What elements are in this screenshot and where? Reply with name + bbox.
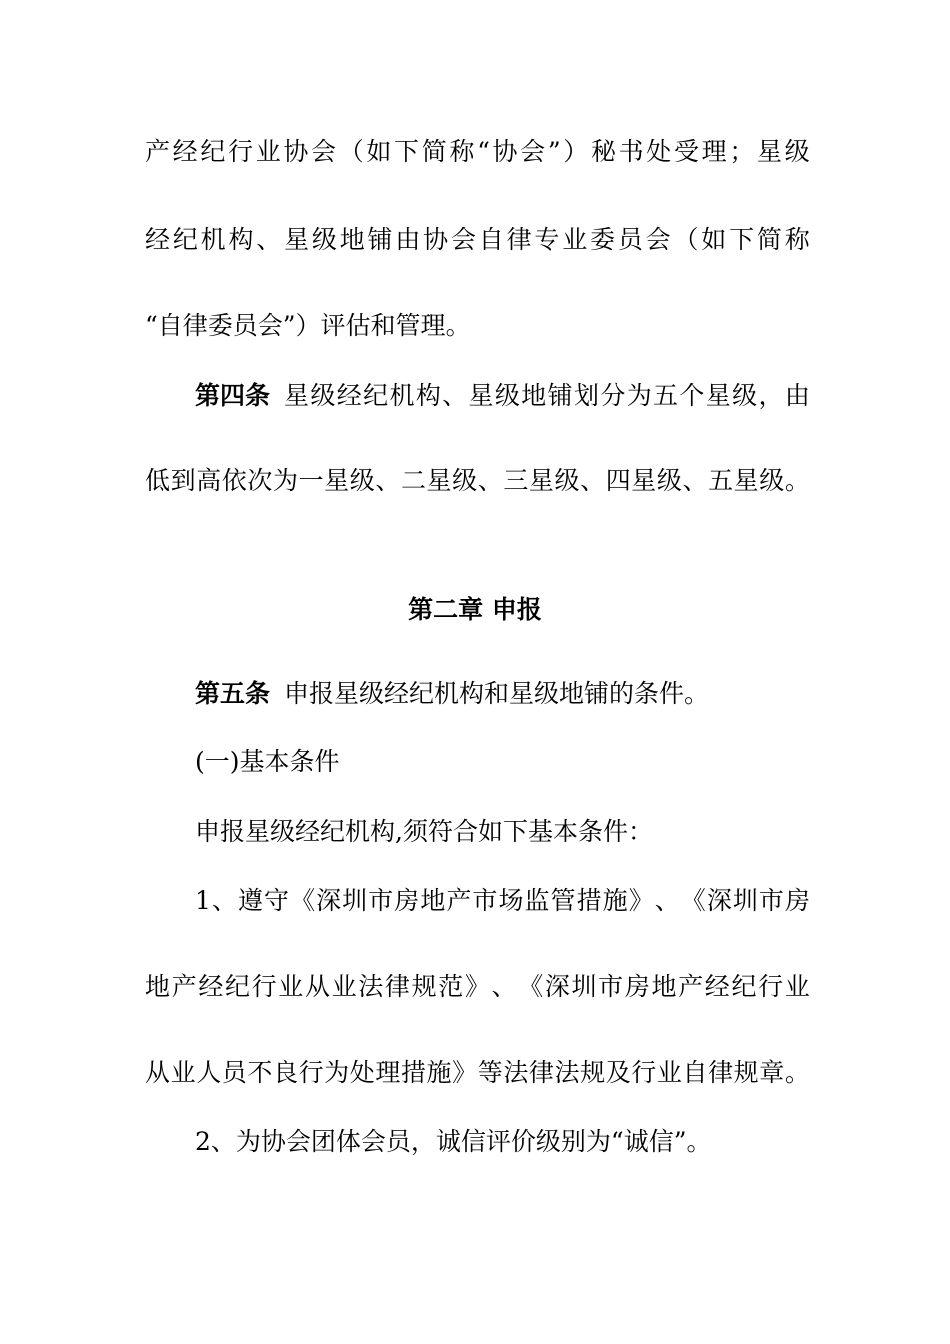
item-2-line: 2、为协会团体会员，诚信评价级别为“诚信”。 — [195, 1127, 712, 1156]
article-text: 星 级 经 纪 机 构 、 星 级 地 铺 划 分 为 五 个 星 级 ， 由 — [284, 381, 810, 410]
item-1-line-3: 从 业 人 员 不 良 行 为 处 理 措 施 》 等 法 律 法 规 及 行 业 自 律 规 章 。 — [145, 1058, 810, 1087]
basic-intro: 申报星级经纪机构,须符合如下基本条件： — [195, 817, 653, 846]
chapter-title: 第二章 申报 — [408, 595, 542, 624]
article-5-line — [195, 676, 810, 712]
item-1-line-2: 地 产 经 纪 行 业 从 业 法 律 规 范 》 、 《 深 圳 市 房 地 产 经 纪 行 业 — [145, 972, 810, 1001]
section-title: (一)基本条件 — [195, 747, 340, 776]
article-label: 第四条 — [195, 381, 271, 410]
article-label: 第五条 — [195, 679, 271, 708]
item-1-line-1: 1 、 遵 守 《 深 圳 市 房 地 产 市 场 监 管 措 施 》 、 《 深 圳 市 房 — [195, 886, 810, 915]
article-text: 申报星级经纪机构和星级地铺的条件。 — [284, 679, 710, 708]
article-4-line — [195, 378, 810, 414]
article-4-line-2: 低 到 高 依 次 为 一 星 级 、 二 星 级 、 三 星 级 、 四 星 级 、 五 星 级 。 — [145, 466, 810, 495]
paragraph-line: 经 纪 机 构 、 星 级 地 铺 由 协 会 自 律 专 业 委 员 会 （ 如 下 简 称 — [145, 225, 810, 254]
paragraph-line: 产 经 纪 行 业 协 会 （ 如 下 简 称 “ 协 会 ” ） 秘 书 处 受 理 ； 星 级 — [145, 137, 810, 166]
paragraph-line: “自律委员会”）评估和管理。 — [145, 311, 471, 340]
